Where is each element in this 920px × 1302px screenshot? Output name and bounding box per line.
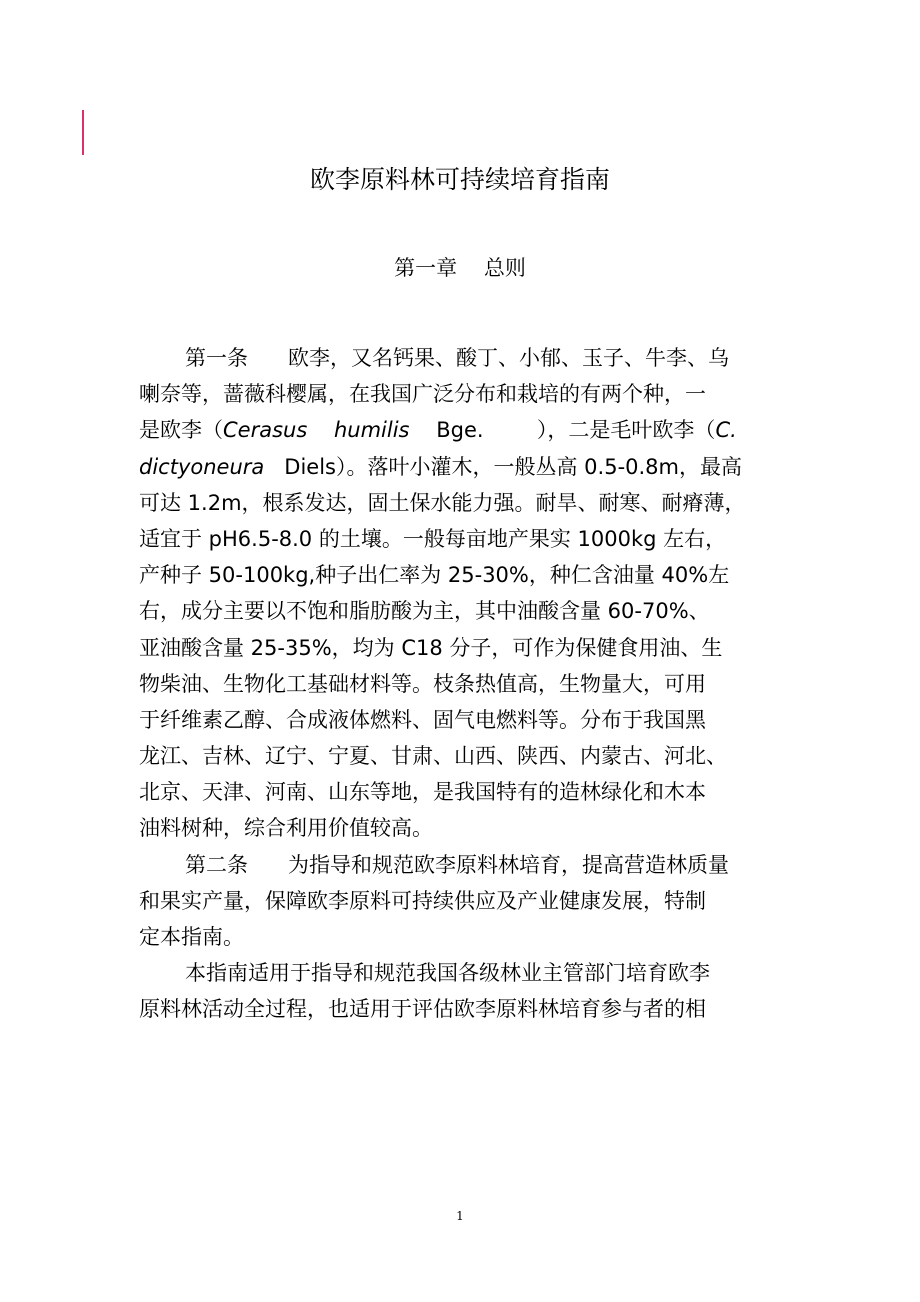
paragraph-line: 龙江、吉林、辽宁、宁夏、甘肃、山西、陕西、内蒙古、河北、 xyxy=(139,744,727,769)
text-run: Bge. ），二是毛叶欧李（ xyxy=(409,418,716,443)
paragraph-line: 右，成分主要以不饱和脂肪酸为主，其中油酸含量 60-70%、 xyxy=(139,599,710,624)
margin-mark xyxy=(82,110,84,155)
paragraph-line: 油料树种，综合利用价值较高。 xyxy=(139,816,433,841)
paragraph-line: 物柴油、生物化工基础材料等。枝条热值高，生物量大，可用 xyxy=(139,671,706,696)
paragraph-line xyxy=(139,412,799,448)
document-title: 欧李原料林可持续培育指南 xyxy=(309,165,610,194)
paragraph-line: 于纤维素乙醇、合成液体燃料、固气电燃料等。分布于我国黑 xyxy=(139,707,706,732)
paragraph-line: 原料林活动全过程，也适用于评估欧李原料林培育参与者的相 xyxy=(139,997,706,1022)
latin-name: C. xyxy=(715,418,737,443)
paragraph-line: 第二条 为指导和规范欧李原料林培育，提高营造林质量 xyxy=(185,852,730,877)
paragraph-line: 本指南适用于指导和规范我国各级林业主管部门培育欧李 xyxy=(185,961,710,986)
paragraph-line: 亚油酸含量 25-35%，均为 C18 分子，可作为保健食用油、生 xyxy=(139,635,723,660)
paragraph-line: 产种子 50-100kg,种子出仁率为 25-30%，种仁含油量 40%左 xyxy=(139,563,730,588)
chapter-title: 第一章 总则 xyxy=(394,256,526,280)
paragraph-line: 适宜于 pH6.5-8.0 的土壤。一般每亩地产果实 1000kg 左右， xyxy=(139,526,727,551)
paragraph-line: 可达 1.2m，根系发达，固土保水能力强。耐旱、耐寒、耐瘠薄， xyxy=(139,490,746,515)
text-run: Diels）。落叶小灌木，一般丛高 0.5-0.8m，最高 xyxy=(264,454,742,479)
text-run: 是欧李（ xyxy=(139,418,223,443)
paragraph-line xyxy=(139,449,799,485)
page-number: 1 xyxy=(456,1209,464,1223)
paragraph-line: 和果实产量，保障欧李原料可持续供应及产业健康发展，特制 xyxy=(139,888,706,913)
paragraph-line: 北京、天津、河南、山东等地，是我国特有的造林绿化和木本 xyxy=(139,780,706,805)
latin-name: dictyoneura xyxy=(139,454,265,479)
paragraph-line: 第一条 欧李，又名钙果、酸丁、小郁、玉子、牛李、乌 xyxy=(185,346,730,370)
paragraph-line: 定本指南。 xyxy=(139,925,244,949)
document-body xyxy=(139,340,799,1028)
paragraph-line: 喇奈等，蔷薇科樱属，在我国广泛分布和栽培的有两个种，一 xyxy=(139,382,706,407)
latin-name: Cerasus humilis xyxy=(223,418,410,443)
